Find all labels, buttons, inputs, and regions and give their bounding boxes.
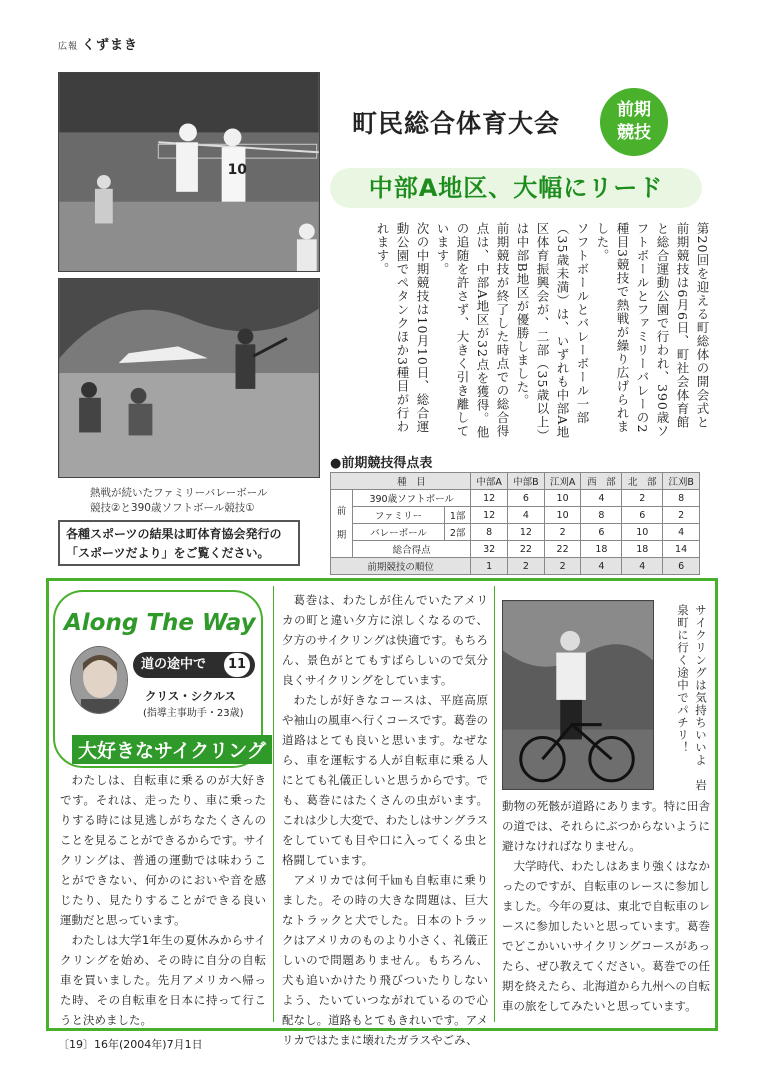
table-cell: 1部: [445, 507, 471, 524]
table-cell: 6: [508, 490, 545, 507]
svg-text:10: 10: [227, 161, 247, 178]
table-cell: 6: [581, 524, 622, 541]
table-cell: 4: [581, 558, 622, 575]
headline-subtitle: 中部A地区、大幅にリード: [330, 168, 702, 208]
column-divider: [273, 586, 274, 1022]
table-row: [331, 490, 700, 507]
table-cell: 18: [622, 541, 663, 558]
column-paragraph: わたしが好きなコースは、平庭高原や袖山の風車へ行くコースです。葛巻の道路はとても良いと思います。なぜなら、車を運転する人が自転車に乗る人にとても礼儀正しいと思うからです。でも、葛巻にはたくさんの虫がいます。これは少し大変で、わたしはサングラスをしていても目や口に入ってくる虫と格闘しています。: [282, 693, 488, 867]
headline-badge: [600, 88, 668, 156]
table-header-cell: 北 部: [622, 473, 663, 490]
table-header-cell: 種 目: [353, 473, 471, 490]
masthead-name: くずまき: [82, 38, 139, 53]
table-header-row: [331, 473, 700, 490]
table-cell: 18: [581, 541, 622, 558]
table-row: [331, 524, 700, 541]
author-avatar-image: [71, 647, 128, 714]
masthead: [58, 34, 138, 53]
table-header-cell: [331, 473, 353, 490]
column-number: 11: [224, 653, 250, 677]
table-cell: 8: [663, 490, 700, 507]
table-cell: 14: [663, 541, 700, 558]
table-cell: 12: [471, 507, 508, 524]
table-cell: 1: [471, 558, 508, 575]
column-heading: 大好きなサイクリング: [72, 735, 272, 764]
table-cell: 4: [622, 558, 663, 575]
column-paragraph: 動物の死骸が道路にあります。特に田舎の道では、それらにぶつからないように避けなければなりません。: [502, 799, 710, 853]
table-cell: 10: [622, 524, 663, 541]
table-cell: 前期競技の順位: [331, 558, 471, 575]
author-avatar: [70, 646, 128, 714]
cyclist-photo: [502, 600, 654, 790]
table-row: [331, 558, 700, 575]
table-cell: 2: [544, 558, 581, 575]
table-cell: 8: [471, 524, 508, 541]
score-table-title: ●前期競技得点表: [330, 456, 433, 471]
table-cell: バレーボール: [353, 524, 445, 541]
article-paragraph: 第20回を迎える町総体の開会式と前期競技は6月6日、町社会体育館と総合運動公園で行われ、390歳ソフトボールとファミリーバレーの2種目3競技で熱戦が繰り広げられました。: [595, 222, 710, 438]
table-cell: [331, 490, 353, 558]
headline-title: 町民総合体育大会: [352, 109, 561, 138]
table-cell: 8: [581, 507, 622, 524]
table-cell: 12: [471, 490, 508, 507]
table-header-cell: 江刈B: [663, 473, 700, 490]
table-cell: 10: [544, 490, 581, 507]
table-header-cell: 西 部: [581, 473, 622, 490]
masthead-prefix: 広報: [58, 42, 79, 52]
notice-line: 各種スポーツの結果は町体育協会発行の: [66, 527, 282, 541]
column-divider: [494, 586, 495, 1022]
photo-caption-line: 競技②と390歳ソフトボール競技①: [90, 502, 255, 514]
table-cell: 2: [663, 507, 700, 524]
table-cell: 6: [622, 507, 663, 524]
table-cell: 6: [663, 558, 700, 575]
table-cell: 2: [508, 558, 545, 575]
table-cell: 22: [544, 541, 581, 558]
article-paragraph: 前期競技が終了した時点での総合得点は、中部A地区が32点を獲得。他の追随を許さず、大きく引き離しています。: [435, 222, 510, 439]
volleyball-photo-image: [59, 73, 319, 271]
photo-caption-line: 熱戦が続いたファミリーバレーボール: [90, 487, 268, 499]
column-text-1: [60, 770, 266, 1030]
score-table: [330, 472, 700, 575]
cyclist-photo-caption: サイクリングは気持ちいいよ 岩泉町に行く途中でパチリ！: [676, 604, 708, 792]
page-footer: 〔19〕16年(2004年)7月1日: [58, 1038, 203, 1051]
table-cell: 4: [581, 490, 622, 507]
table-cell: ファミリー: [353, 507, 445, 524]
photo-caption: [90, 486, 268, 516]
table-row: [331, 507, 700, 524]
badge-line: 前期: [617, 100, 651, 120]
article-paragraph: ソフトボールとバレーボール一部（35歳未満）は、いずれも中部A地区体育振興会が、二部（35歳以上）は中部B地区が優勝しました。: [515, 222, 590, 439]
notice-line: 「スポーツだより」をご覧ください。: [66, 546, 270, 560]
table-cell: 2部: [445, 524, 471, 541]
column-text-3: [502, 796, 710, 1016]
cyclist-photo-image: [503, 601, 653, 789]
column-paragraph: わたしは、自転車に乗るのが大好きです。それは、走ったり、車に乗ったりする時には見逃しがちなたくさんのことを見ることができるからです。サイクリングは、普通の運動では味わうことができない、何かのにおいや音を感じたり、見たりすることができる良い運動だと思っています。: [60, 773, 266, 927]
table-header-cell: 中部B: [508, 473, 545, 490]
table-cell: 390歳ソフトボール: [353, 490, 471, 507]
table-cell: 10: [544, 507, 581, 524]
author-name: クリス・シクルス: [145, 689, 236, 703]
group-label: 前: [336, 505, 347, 517]
article-paragraph: 次の中期競技は10月10日、総合運動公園でペタンクほか3種目が行われます。: [375, 222, 430, 434]
softball-photo-image: [59, 279, 319, 477]
notice-box: [58, 520, 300, 566]
table-cell: 4: [508, 507, 545, 524]
table-cell: 32: [471, 541, 508, 558]
table-cell: 4: [663, 524, 700, 541]
table-header-cell: 中部A: [471, 473, 508, 490]
author-role: (指導主事助手・23歳): [143, 708, 244, 719]
column-paragraph: 葛巻は、わたしが住んでいたアメリカの町と違い夕方に涼しくなるので、夕方のサイクリングは快適です。もちろん、景色がとてもすばらしいので気分良くサイクリングをしています。: [282, 593, 488, 687]
column-title: Along The Way: [64, 610, 256, 636]
column-paragraph: 大学時代、わたしはあまり強くはなかったのですが、自転車のレースに参加しました。今年の夏は、東北で自転車のレースに参加したいと思っています。葛巻でどこかいいサイクリングコースがあったら、ぜひ教えてください。葛巻での任期を終えたら、北海道から九州への自転車の旅をしてみたいと思っています。: [502, 859, 710, 1013]
table-cell: 総合得点: [353, 541, 471, 558]
column-paragraph: アメリカでは何千㎞も自転車に乗りました。その時の大きな問題は、巨大なトラックと犬でした。日本のトラックはアメリカのものより小さく、礼儀正しいので問題ありません。もちろん、犬も追いかけたり飛びついたりしないよう、たいていつながれているので心配なし。道路もとてもきれいです。アメリカではたまに壊れたガラスやごみ、: [282, 873, 488, 1047]
table-cell: 22: [508, 541, 545, 558]
table-row: [331, 541, 700, 558]
table-cell: 12: [508, 524, 545, 541]
table-cell: 2: [622, 490, 663, 507]
volleyball-photo: [58, 72, 320, 272]
table-cell: 2: [544, 524, 581, 541]
article-body: [340, 222, 712, 442]
softball-photo: [58, 278, 320, 478]
column-subtitle: 道の途中で: [133, 652, 255, 678]
badge-line: 競技: [617, 123, 651, 143]
column-text-2: [282, 590, 488, 1050]
table-header-cell: 江刈A: [544, 473, 581, 490]
group-label: 期: [336, 529, 347, 541]
column-paragraph: わたしは大学1年生の夏休みからサイクリングを始め、その時に自分の自転車を買いました。先月アメリカへ帰った時、その自転車を日本に持って行こうと決めました。: [60, 933, 266, 1027]
